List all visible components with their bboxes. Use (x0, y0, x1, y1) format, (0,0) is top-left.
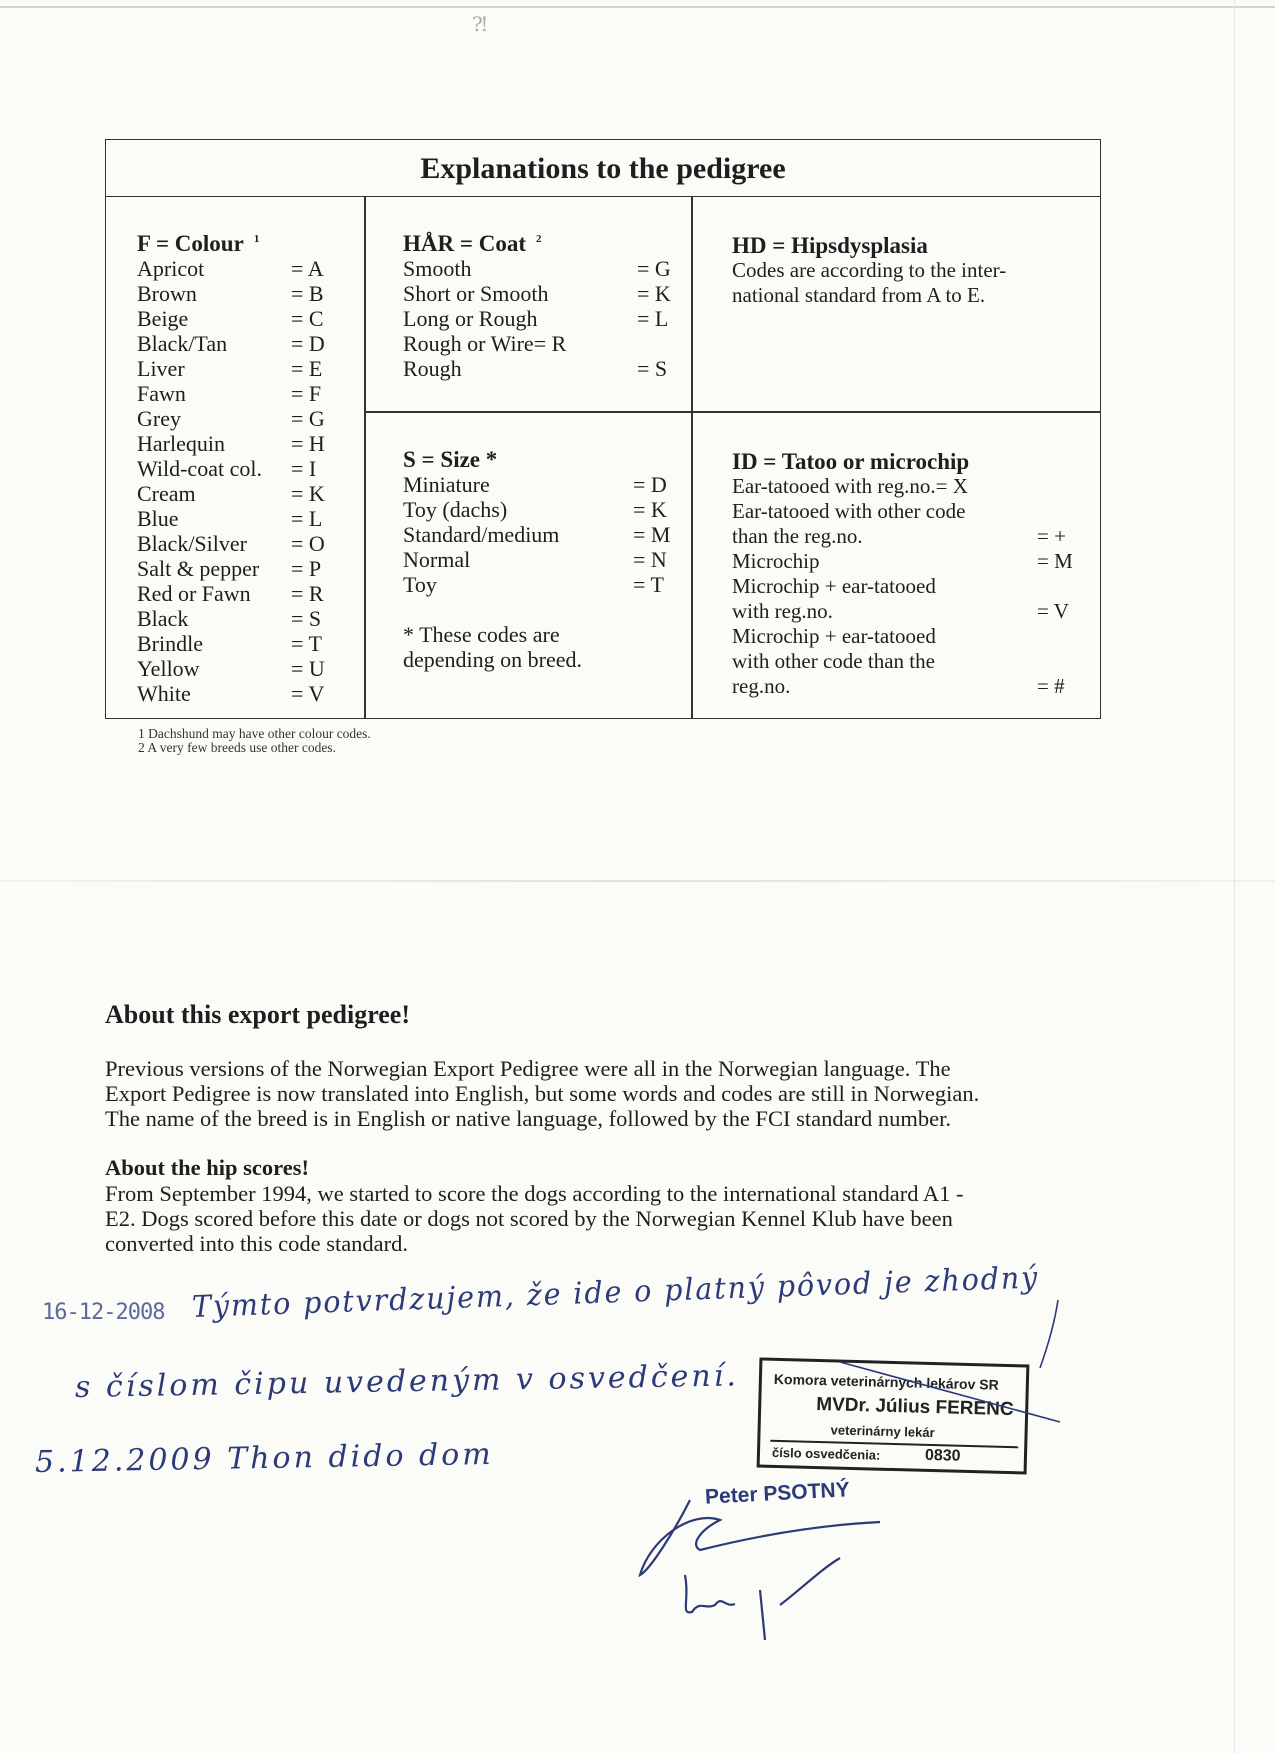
size-row-code: = T (633, 572, 664, 597)
colour-row-label: Liver (137, 356, 185, 381)
colour-row-label: Cream (137, 481, 196, 506)
id-row-label: than the reg.no. (732, 524, 863, 548)
colour-row-label: Yellow (137, 656, 200, 681)
colour-row-label: Beige (137, 306, 189, 331)
signature-name: Peter PSOTNÝ (704, 1478, 851, 1509)
hip-title: About the hip scores! (105, 1155, 309, 1180)
size-row-label: Toy (403, 572, 437, 597)
colour-row-label: Black (137, 606, 189, 631)
handwritten-line-3: 5.12.2009 Thon dido dom (34, 1436, 495, 1480)
id-row-label: Microchip + ear-tatooed (732, 574, 936, 598)
id-row-label: Ear-tatooed with reg.no.= X (732, 474, 968, 498)
hd-heading: HD = Hipsdysplasia (732, 233, 928, 258)
colour-row-code: = B (291, 281, 324, 306)
colour-row-code: = C (291, 306, 324, 331)
about-title: About this export pedigree! (105, 1000, 411, 1029)
hip-line-2: E2. Dogs scored before this date or dogs not scored by the Norwegian Kennel Klub have been (105, 1206, 953, 1231)
id-row-code: = V (1037, 599, 1069, 623)
colour-row-code: = G (291, 406, 325, 431)
about-line-1: Previous versions of the Norwegian Export Pedigree were all in the Norwegian language. The (105, 1056, 951, 1081)
colour-row-code: = O (291, 531, 325, 556)
colour-row-code: = U (291, 656, 325, 681)
colour-row-code: = D (291, 331, 325, 356)
size-row-label: Standard/medium (403, 522, 560, 547)
colour-row-code: = A (291, 256, 324, 281)
colour-heading: F = Colour $^1$ (137, 231, 260, 256)
handwritten-line-2: s číslom čipu uvedeným v osvedčení. (74, 1358, 740, 1405)
size-row-code: = D (633, 472, 667, 497)
about-line-2: Export Pedigree is now translated into English, but some words and codes are still in Norwegian. (105, 1081, 980, 1106)
colour-row-label: Salt & pepper (137, 556, 260, 581)
size-note-line-2: depending on breed. (403, 647, 582, 672)
punch-mark: ⁈ (472, 14, 488, 36)
size-note-line-1: * These codes are (403, 622, 560, 647)
colour-row-code: = R (291, 581, 324, 606)
size-row-label: Normal (403, 547, 471, 572)
id-row-code: = M (1037, 549, 1073, 573)
id-row-label: Microchip + ear-tatooed (732, 624, 936, 648)
stamp-line-1: Komora veterinárnych lekárov SR (773, 1370, 999, 1393)
stamp-line-4: číslo osvedčenia: (771, 1444, 881, 1463)
colour-row-label: Black/Silver (137, 531, 247, 556)
date-stamp: 16-12-2008 (42, 1300, 165, 1325)
hip-line-1: From September 1994, we started to score the dogs according to the international standard A1 - (105, 1181, 964, 1206)
stamp-line-3: veterinárny lekár (830, 1422, 935, 1441)
hd-text-line-1: Codes are according to the inter- (732, 258, 1007, 282)
handwritten-line-1: Týmto potvrdzujem, že ide o platný pôvod je zhodný (191, 1260, 1040, 1325)
colour-row-code: = I (291, 456, 317, 481)
colour-row-label: Black/Tan (137, 331, 228, 356)
colour-row-label: Grey (137, 406, 181, 431)
colour-row-label: Brindle (137, 631, 203, 656)
id-row-code: = # (1037, 674, 1065, 698)
size-heading: S = Size * (403, 447, 498, 472)
size-row-code: = N (633, 547, 667, 572)
id-row-label: Ear-tatooed with other code (732, 499, 966, 523)
table-title: Explanations to the pedigree (106, 140, 1100, 197)
hd-text-line-2: national standard from A to E. (732, 283, 986, 307)
id-heading: ID = Tatoo or microchip (732, 449, 970, 474)
colour-row-label: Blue (137, 506, 179, 531)
colour-row-label: Harlequin (137, 431, 225, 456)
footnote-1: 1 Dachshund may have other colour codes. (138, 726, 371, 741)
colour-row-label: Fawn (137, 381, 186, 406)
hip-line-3: converted into this code standard. (105, 1231, 409, 1256)
id-row-code: = + (1037, 524, 1066, 548)
size-row-label: Toy (dachs) (403, 497, 508, 522)
coat-row-code: = L (637, 306, 669, 331)
colour-row-label: Brown (137, 281, 197, 306)
colour-row-label: White (137, 681, 191, 706)
colour-row-code: = E (291, 356, 323, 381)
coat-row-code: = G (637, 256, 671, 281)
stamp-line-2: MVDr. Július FERENC (816, 1393, 1014, 1421)
coat-row-label: Smooth (403, 256, 472, 281)
id-row-label: with other code than the (732, 649, 935, 673)
id-row-label: with reg.no. (732, 599, 833, 623)
coat-row-label: Rough (403, 356, 462, 381)
about-line-3: The name of the breed is in English or native language, followed by the FCI standard number. (105, 1106, 952, 1131)
stamp-number: 0830 (924, 1446, 961, 1465)
size-row-code: = K (633, 497, 667, 522)
colour-row-code: = V (291, 681, 325, 706)
id-row-label: reg.no. (732, 674, 791, 698)
colour-row-code: = H (291, 431, 325, 456)
size-row-code: = M (633, 522, 671, 547)
colour-row-code: = L (291, 506, 323, 531)
colour-row-code: = T (291, 631, 322, 656)
id-row-label: Microchip (732, 549, 820, 573)
coat-row-label: Long or Rough (403, 306, 538, 331)
colour-row-code: = K (291, 481, 325, 506)
colour-row-code: = S (291, 606, 322, 631)
coat-heading: HÅR = Coat $^2$ (403, 231, 542, 256)
coat-row-code: = S (637, 356, 668, 381)
colour-row-label: Apricot (137, 256, 205, 281)
colour-row-code: = P (291, 556, 322, 581)
colour-row-label: Red or Fawn (137, 581, 251, 606)
colour-row-label: Wild-coat col. (137, 456, 262, 481)
colour-row-code: = F (291, 381, 322, 406)
size-row-label: Miniature (403, 472, 490, 497)
coat-row-code: = K (637, 281, 671, 306)
coat-row-label: Short or Smooth (403, 281, 549, 306)
coat-row-label: Rough or Wire= R (403, 331, 567, 356)
footnote-2: 2 A very few breeds use other codes. (138, 740, 336, 755)
